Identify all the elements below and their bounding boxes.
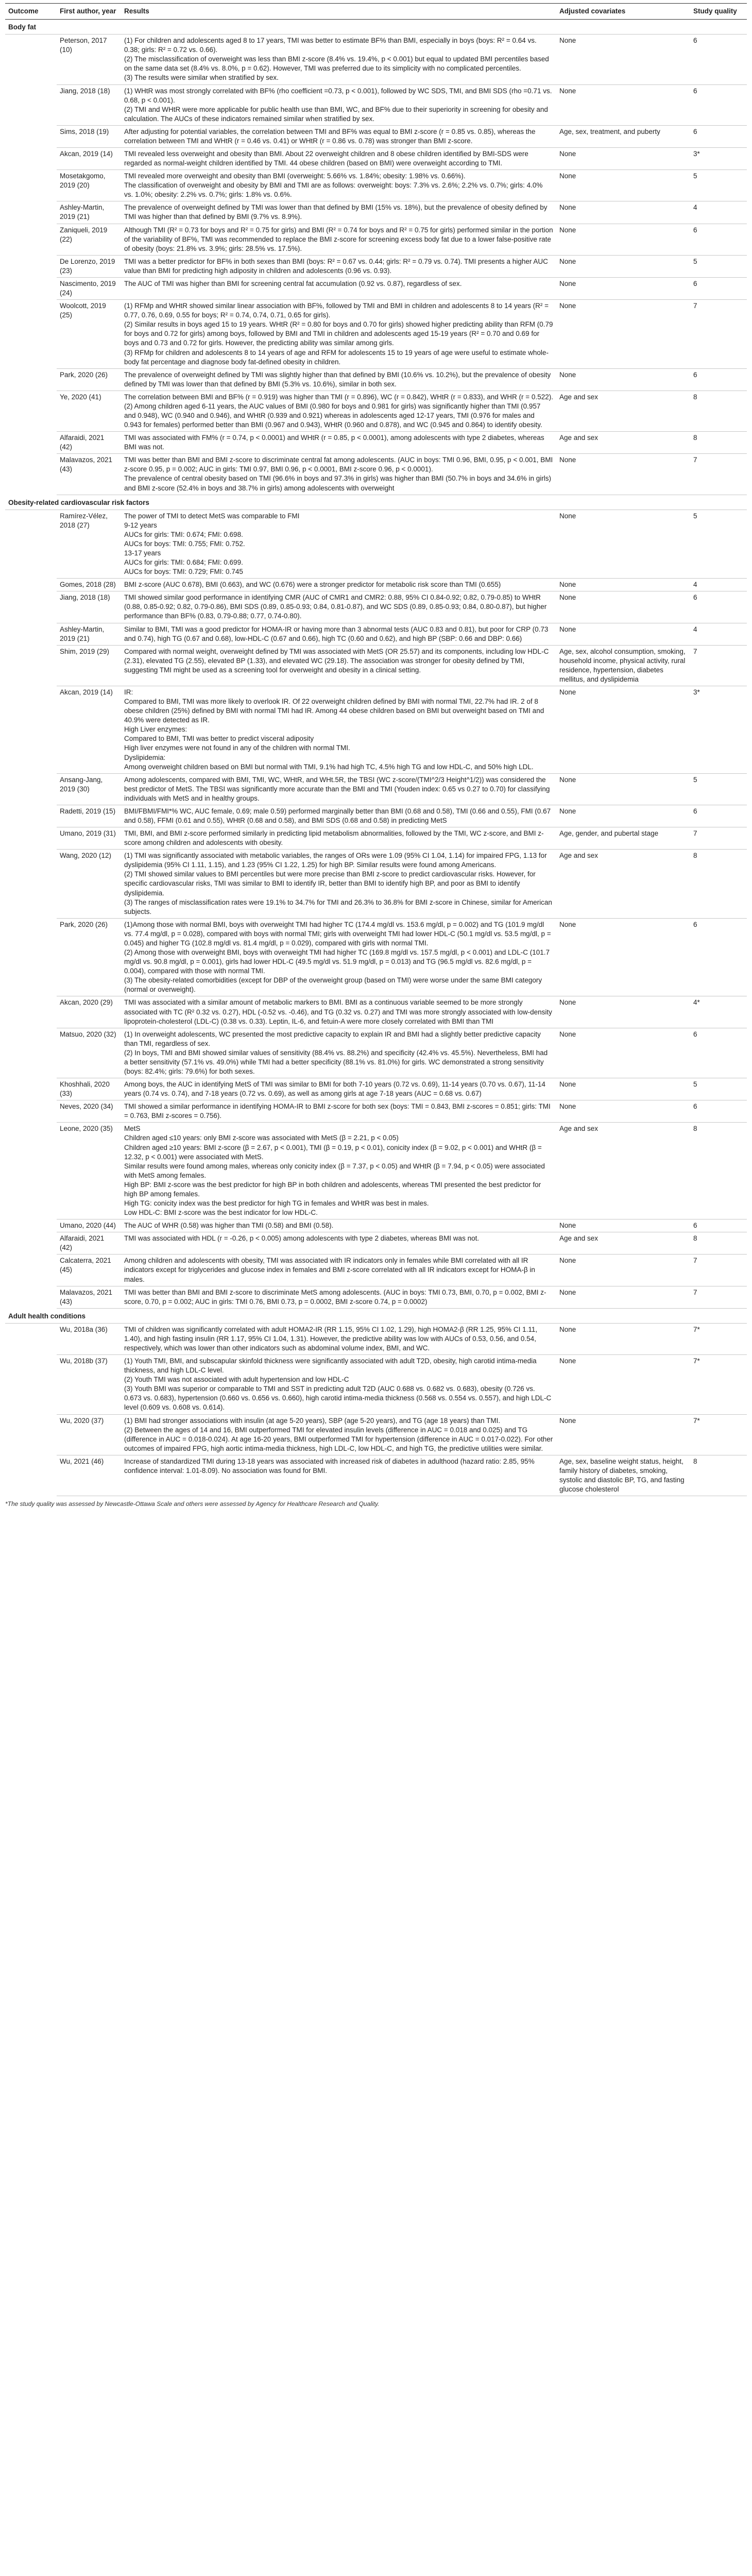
- quality-cell: 4*: [690, 996, 747, 1028]
- table-row: [5, 850, 747, 919]
- outcome-cell: [5, 827, 57, 850]
- quality-cell: 6: [690, 1219, 747, 1232]
- author-cell: Malavazos, 2021 (43): [57, 454, 121, 495]
- outcome-cell: [5, 623, 57, 645]
- covariates-cell: None: [556, 201, 690, 224]
- table-row: [5, 300, 747, 369]
- covariates-cell: None: [556, 1355, 690, 1414]
- outcome-cell: [5, 1232, 57, 1255]
- covariates-cell: None: [556, 591, 690, 623]
- results-cell: TMI was associated with FM% (r = 0.74, p < 0.0001) and WHtR (r = 0.85, p < 0.0001), among adolescents with type 2 diabetes, whereas BMI was not.: [121, 432, 556, 454]
- covariates-cell: None: [556, 84, 690, 125]
- covariates-cell: None: [556, 35, 690, 84]
- section-row: [5, 20, 747, 35]
- covariates-cell: Age and sex: [556, 432, 690, 454]
- covariates-cell: None: [556, 686, 690, 774]
- author-cell: Zaniqueli, 2019 (22): [57, 224, 121, 255]
- outcome-cell: [5, 1323, 57, 1354]
- author-cell: Mosetakgomo, 2019 (20): [57, 170, 121, 201]
- covariates-cell: None: [556, 454, 690, 495]
- covariates-cell: None: [556, 224, 690, 255]
- quality-cell: 6: [690, 918, 747, 996]
- author-cell: Ramírez-Vélez, 2018 (27): [57, 510, 121, 579]
- results-cell: BMI/FBMI/FMI*% WC, AUC female, 0.69; male 0.59) performed marginally better than BMI (0.68 and 0.58), TMI (0.66 and 0.55), FMI (0.67 and 0.58), FFMI (0.61 and 0.55), WHtR (0.68 and 0.58), and BMI SDS (0.68 and 0.58) in predicting MetS: [121, 805, 556, 827]
- outcome-cell: [5, 170, 57, 201]
- quality-cell: 7: [690, 1255, 747, 1286]
- author-cell: Alfaraidi, 2021 (42): [57, 1232, 121, 1255]
- author-cell: Jiang, 2018 (18): [57, 591, 121, 623]
- results-cell: (1) In overweight adolescents, WC presented the most predictive capacity to explain IR and BMI had a slightly better predictive capacity than TMI, regardless of sex. (2) In boys, TMI and BMI showed similar values of sensitivity (88.4% vs. 88.2%) and specificity (42.4% vs. 45.5%). Nevertheless, BMI had a better sensitivity (57.1% vs. 49.0%) while TMI had a better specificity (88.1% vs. 81.0%) for girls. WC demonstrated a strong sensitivity (boys: 82.4%; girls: 79.6%) for both sexes.: [121, 1028, 556, 1078]
- section-row: [5, 495, 747, 510]
- table-row: [5, 255, 747, 277]
- covariates-cell: None: [556, 996, 690, 1028]
- section-title: Adult health conditions: [5, 1308, 747, 1323]
- covariates-cell: None: [556, 1078, 690, 1100]
- covariates-cell: Age and sex: [556, 1232, 690, 1255]
- table-row: [5, 1255, 747, 1286]
- author-cell: Nascimento, 2019 (24): [57, 277, 121, 299]
- covariates-cell: None: [556, 170, 690, 201]
- author-cell: Matsuo, 2020 (32): [57, 1028, 121, 1078]
- results-cell: Although TMI (R² = 0.73 for boys and R² = 0.75 for girls) and BMI (R² = 0.74 for boys and R² = 0.75 for girls) performed similar in the portion of the variability of BF%, TMI was recommended to replace the BMI z-score for screening excess body fat due to a lower false-positive rate of obesity (boys: 21.8% vs. 3.9%; girls: 28.5% vs. 17.5%).: [121, 224, 556, 255]
- results-cell: After adjusting for potential variables, the correlation between TMI and BF% was equal to BMI z-score (r = 0.85 vs. 0.85), whereas the correlation between TMI and WHtR (r = 0.46 vs. 0.41) or WHtR (r = 0.86 vs. 0.78) was stronger than BMI z-score.: [121, 125, 556, 147]
- quality-cell: 3*: [690, 148, 747, 170]
- results-cell: TMI was associated with HDL (r = -0.26, p < 0.005) among adolescents with type 2 diabetes, whereas BMI was not.: [121, 1232, 556, 1255]
- covariates-cell: None: [556, 255, 690, 277]
- table-row: [5, 1078, 747, 1100]
- outcome-cell: [5, 255, 57, 277]
- table-row: [5, 1028, 747, 1078]
- results-cell: Among children and adolescents with obesity, TMI was associated with IR indicators only in females while BMI correlated with all IR indicators except for triglycerides and glucose index in females and BMI z-score correlated with all IR indicators except for HOMA-β in males.: [121, 1255, 556, 1286]
- results-cell: The correlation between BMI and BF% (r = 0.919) was higher than TMI (r = 0.896), WC (r = 0.842), WHtR (r = 0.833), and WHR (r = 0.522). (2) Among children aged 6-11 years, the AUC values of BMI (0.980 for boys and 0.981 for girls) was significantly higher than TMI (0.957 and 0.948), WC (0.940 and 0.946), and WHtR (0.939 and 0.921) whereas in adolescents aged 12-17 years, TMI (0.976 for males and 0.943 for females) performed better than BMI (0.967 and 0.943), WHtR (0.960 and 0.878), and WC (0.945 and 0.864) to identify obesity.: [121, 391, 556, 431]
- results-cell: (1) TMI was significantly associated with metabolic variables, the ranges of ORs were 1.09 (95% CI 1.04, 1.14) for impaired FPG, 1.13 for dyslipidemia (95% CI 1.11, 1.15), and 1.23 (95% CI 1.22, 1.25) for high BP. Similar results were found among Americans. (2) TMI showed similar values to BMI percentiles but were more precise than BMI z-score to predict cardiovascular risks. However, for specific cardiovascular risks, TMI was similar to BMI to identify IR, better than BMI to identify high BP, and poor as BMI to identify dyslipidemia. (3) The ranges of misclassification rates were 19.1% to 34.7% for TMI and 26.3% to 36.8% for BMI z-score in Chinese, similar for American subjects.: [121, 850, 556, 919]
- quality-cell: 6: [690, 805, 747, 827]
- quality-cell: 6: [690, 591, 747, 623]
- outcome-cell: [5, 686, 57, 774]
- quality-cell: 5: [690, 773, 747, 805]
- covariates-cell: None: [556, 277, 690, 299]
- table-row: [5, 35, 747, 84]
- outcome-cell: [5, 773, 57, 805]
- covariates-cell: Age, sex, treatment, and puberty: [556, 125, 690, 147]
- outcome-cell: [5, 201, 57, 224]
- author-cell: Wu, 2020 (37): [57, 1414, 121, 1455]
- covariates-cell: Age, sex, baseline weight status, height, family history of diabetes, smoking, systolic and diastolic BP, TG, and fasting glucose cholesterol: [556, 1455, 690, 1496]
- covariates-cell: Age and sex: [556, 1123, 690, 1219]
- author-cell: Umano, 2019 (31): [57, 827, 121, 850]
- quality-cell: 6: [690, 368, 747, 391]
- table-row: [5, 368, 747, 391]
- outcome-cell: [5, 591, 57, 623]
- results-cell: Among boys, the AUC in identifying MetS of TMI was similar to BMI for both 7-10 years (0.72 vs. 0.69), 11-14 years (0.70 vs. 0.67), 11-14 years (0.74 vs. 0.74), and 7-18 years (0.72 vs. 0.69), as well as among girls at age 7-18 years (AUC = 0.68 vs. 0.67): [121, 1078, 556, 1100]
- results-cell: Increase of standardized TMI during 13-18 years was associated with increased risk of diabetes in adulthood (hazard ratio: 2.85, 95% confidence interval: 1.01-8.09). No association was found for BMI.: [121, 1455, 556, 1496]
- author-cell: Khoshhali, 2020 (33): [57, 1078, 121, 1100]
- author-cell: Calcaterra, 2021 (45): [57, 1255, 121, 1286]
- quality-cell: 6: [690, 1028, 747, 1078]
- table-row: [5, 827, 747, 850]
- quality-cell: 7: [690, 300, 747, 369]
- author-cell: Gomes, 2018 (28): [57, 579, 121, 591]
- results-cell: TMI showed similar good performance in identifying CMR (AUC of CMR1 and CMR2: 0.88, 95% CI 0.84-0.92; 0.82, 0.79-0.85) to WHtR (0.88, 0.85-0.92; 0.82, 0.79-0.86), BMI SDS (0.89, 0.85-0.93; 0.84, 0.81-0.87), and WC SDS (0.89, 0.85-0.93; 0.84, 0.80-0.87), but higher performance than BF% (0.83, 0.79-0.88; 0.77, 0.74-0.80).: [121, 591, 556, 623]
- table-row: [5, 1286, 747, 1308]
- outcome-cell: [5, 368, 57, 391]
- author-cell: Ashley-Martin, 2019 (21): [57, 623, 121, 645]
- author-cell: Sims, 2018 (19): [57, 125, 121, 147]
- section-title: Obesity-related cardiovascular risk factors: [5, 495, 747, 510]
- results-cell: (1)Among those with normal BMI, boys with overweight TMI had higher TC (174.4 mg/dl vs. 153.6 mg/dl, p = 0.002) and TG (101.9 mg/dl vs. 77.4 mg/dl, p = 0.028), compared with boys with normal TMI; girls with overweight TMI had lower HDL-C (50.1 mg/dl vs. 53.5 mg/dl, p = 0.045) and higher TG (102.8 mg/dl vs. 81.4 mg/dl, p = 0.029), compared with girls with normal TMI. (2) Among those with overweight BMI, boys with overweight TMI had higher TC (169.8 mg/dl vs. 157.5 mg/dl, p < 0.001) and LDL-C (101.7 mg/dl vs. 90.8 mg/dl, p = 0.001), girls had lower HDL-C (49.5 mg/dl vs. 51.9 mg/dl, p = 0.013) and TG (96.5 mg/dl vs. 82.6 mg/dl, p = 0.004), compared with those with normal TMI. (3) The obesity-related comorbidities (except for DBP of the overweight group (based on TMI) were worse under the same BMI category (normal or overweight).: [121, 918, 556, 996]
- outcome-cell: [5, 918, 57, 996]
- outcome-cell: [5, 148, 57, 170]
- table-row: [5, 918, 747, 996]
- author-cell: Wang, 2020 (12): [57, 850, 121, 919]
- summary-table: [5, 3, 747, 1496]
- table-row: [5, 201, 747, 224]
- author-cell: Leone, 2020 (35): [57, 1123, 121, 1219]
- table-row: [5, 170, 747, 201]
- header-author: First author, year: [57, 4, 121, 20]
- results-cell: Similar to BMI, TMI was a good predictor for HOMA-IR or having more than 3 abnormal tests (AUC 0.83 and 0.81), but poor for CRP (0.73 and 0.74), high TG (0.67 and 0.68), low-HDL-C (0.67 and 0.66), high TC (0.60 and 0.62), and high BP (SBP: 0.66 and DBP: 0.66): [121, 623, 556, 645]
- quality-cell: 7: [690, 454, 747, 495]
- table-row: [5, 805, 747, 827]
- table-row: [5, 773, 747, 805]
- outcome-cell: [5, 1414, 57, 1455]
- author-cell: Akcan, 2019 (14): [57, 686, 121, 774]
- quality-cell: 8: [690, 391, 747, 431]
- author-cell: Ye, 2020 (41): [57, 391, 121, 431]
- table-row: [5, 1455, 747, 1496]
- table-row: [5, 1100, 747, 1123]
- results-cell: The power of TMI to detect MetS was comparable to FMI 9-12 years AUCs for girls: TMI: 0.674; FMI: 0.698. AUCs for boys: TMI: 0.755; FMI: 0.752. 13-17 years AUCs for girls: TMI: 0.684; FMI: 0.699. AUCs for boys: TMI: 0.729; FMI: 0.745: [121, 510, 556, 579]
- results-cell: TMI was associated with a similar amount of metabolic markers to BMI. BMI as a continuous variable seemed to be more strongly associated with TC (R² 0.32 vs. 0.27), HDL (-0.52 vs. -0.46), and TG (0.32 vs. 0.27) and TMI was more strongly associated with low-density lipoprotein-cholesterol (LDL-C) (0.38 vs. 0.33). Leptin, IL-6, and fetuin-A were more closely correlated with BMI than TMI: [121, 996, 556, 1028]
- author-cell: Shim, 2019 (29): [57, 645, 121, 686]
- results-cell: TMI revealed more overweight and obesity than BMI (overweight: 5.66% vs. 1.84%; obesity: 1.98% vs. 0.66%). The classification of overweight and obesity by BMI and TMI are as follows: overweight: boys: 7.3% vs. 2.6%; 2.2% vs. 0.7%; girls: 4.0% vs. 1.0%; obesity: 2.2% vs. 0.7%; girls: 1.8% vs. 0.6%.: [121, 170, 556, 201]
- outcome-cell: [5, 645, 57, 686]
- quality-cell: 5: [690, 510, 747, 579]
- outcome-cell: [5, 1123, 57, 1219]
- author-cell: Wu, 2018b (37): [57, 1355, 121, 1414]
- covariates-cell: None: [556, 510, 690, 579]
- outcome-cell: [5, 391, 57, 431]
- results-cell: TMI revealed less overweight and obesity than BMI. About 22 overweight children and 8 obese children identified by BMI-SDS were regarded as normal-weight children identified by TMI. 44 obese children (based on BMI) were overweight according to TMI.: [121, 148, 556, 170]
- section-row: [5, 1308, 747, 1323]
- author-cell: Radetti, 2019 (15): [57, 805, 121, 827]
- quality-cell: 3*: [690, 686, 747, 774]
- table-header-row: [5, 4, 747, 20]
- results-cell: (1) Youth TMI, BMI, and subscapular skinfold thickness were significantly associated with adult T2D, obesity, high carotid intima-media thickness, and high LDL-C level. (2) Youth TMI was not associated with adult hypertension and low HDL-C (3) Youth BMI was superior or comparable to TMI and SST in predicting adult T2D (AUC 0.688 vs. 0.682 vs. 0.683), obesity (0.726 vs. 0.673 vs. 0.683), hypertension (0.660 vs. 0.656 vs. 0.660), high carotid intima-media thickness (0.568 vs. 0.554 vs. 0.557), and high LDL-C level (0.609 vs. 0.608 vs. 0.614).: [121, 1355, 556, 1414]
- table-row: [5, 686, 747, 774]
- quality-cell: 4: [690, 201, 747, 224]
- results-cell: The prevalence of overweight defined by TMI was lower than that defined by BMI (15% vs. 18%), but the prevalence of obesity defined by TMI was higher than that defined by BMI (9.7% vs. 8.9%).: [121, 201, 556, 224]
- author-cell: Wu, 2018a (36): [57, 1323, 121, 1354]
- header-outcome: Outcome: [5, 4, 57, 20]
- quality-cell: 8: [690, 1123, 747, 1219]
- quality-cell: 8: [690, 850, 747, 919]
- covariates-cell: Age and sex: [556, 391, 690, 431]
- covariates-cell: None: [556, 579, 690, 591]
- results-cell: TMI of children was significantly correlated with adult HOMA2-IR (RR 1.15, 95% CI 1.02, 1.29), high HOMA2-β (RR 1.25, 95% CI 1.11, 1.40), and high fasting insulin (RR 1.17, 95% CI 1.04, 1.31). However, the predictive ability was low with AUCs of 0.53, 0.56, and 0.54, respectively, which was lower than other indicators such as abdominal volume index, BMI, and WC.: [121, 1323, 556, 1354]
- quality-cell: 4: [690, 579, 747, 591]
- outcome-cell: [5, 454, 57, 495]
- author-cell: Peterson, 2017 (10): [57, 35, 121, 84]
- results-cell: TMI, BMI, and BMI z-score performed similarly in predicting lipid metabolism abnormalities, followed by the TMI, WC z-score, and BMI z-score among children and adolescents with obesity.: [121, 827, 556, 850]
- outcome-cell: [5, 579, 57, 591]
- quality-cell: 7*: [690, 1414, 747, 1455]
- outcome-cell: [5, 84, 57, 125]
- table-row: [5, 432, 747, 454]
- covariates-cell: None: [556, 1028, 690, 1078]
- quality-cell: 7*: [690, 1355, 747, 1414]
- table-row: [5, 510, 747, 579]
- quality-cell: 6: [690, 277, 747, 299]
- table-row: [5, 277, 747, 299]
- quality-cell: 8: [690, 432, 747, 454]
- table-row: [5, 1232, 747, 1255]
- outcome-cell: [5, 1100, 57, 1123]
- author-cell: Wu, 2021 (46): [57, 1455, 121, 1496]
- quality-cell: 4: [690, 623, 747, 645]
- author-cell: Umano, 2020 (44): [57, 1219, 121, 1232]
- quality-cell: 5: [690, 1078, 747, 1100]
- table-row: [5, 1123, 747, 1219]
- covariates-cell: None: [556, 805, 690, 827]
- table-row: [5, 391, 747, 431]
- results-cell: The prevalence of overweight defined by TMI was slightly higher than that defined by BMI (10.6% vs. 10.2%), but the prevalence of obesity defined by TMI was lower than that defined by BMI (5.3% vs. 10.6%), similar in both sex.: [121, 368, 556, 391]
- quality-cell: 8: [690, 1455, 747, 1496]
- covariates-cell: None: [556, 368, 690, 391]
- outcome-cell: [5, 300, 57, 369]
- table-row: [5, 1355, 747, 1414]
- outcome-cell: [5, 1355, 57, 1414]
- author-cell: Park, 2020 (26): [57, 368, 121, 391]
- outcome-cell: [5, 805, 57, 827]
- results-cell: The AUC of WHR (0.58) was higher than TMI (0.58) and BMI (0.58).: [121, 1219, 556, 1232]
- covariates-cell: None: [556, 1414, 690, 1455]
- table-body: [5, 20, 747, 1496]
- author-cell: Neves, 2020 (34): [57, 1100, 121, 1123]
- results-cell: (1) RFMp and WHtR showed similar linear association with BF%, followed by TMI and BMI in children and adolescents 8 to 14 years (R² = 0.77, 0.76, 0.69, 0.55 for boys; R² = 0.74, 0.74, 0.71, 0.65 for girls). (2) Similar results in boys aged 15 to 19 years. WHtR (R² = 0.80 for boys and 0.70 for girls) showed higher predicting ability than RFM (0.79 for boys and 0.72 for girls) among boys, followed by BMI and TMI in children and adolescents aged 15-19 years (R² = 0.70 and 0.69 for boys and 0.73 and 0.72 for girls. However, the predicting ability was similar among girls. (3) RFMp for children and adolescents 8 to 14 years of age and RFM for adolescents 15 to 19 years of age were useful to estimate whole-body fat percentage and diagnose body fat-defined obesity in children.: [121, 300, 556, 369]
- results-cell: BMI z-score (AUC 0.678), BMI (0.663), and WC (0.676) were a stronger predictor for metabolic risk score than TMI (0.655): [121, 579, 556, 591]
- results-cell: IR: Compared to BMI, TMI was more likely to overlook IR. Of 22 overweight children defined by BMI with normal TMI, 22.7% had IR. 2 of 8 obese children (25%) defined by BMI with normal TMI had IR. Among 44 obese children based on BMI but overweight based on TMI and 40.9% were detected as IR. High Liver enzymes: Compared to BMI, TMI was better to predict visceral adiposity High liver enzymes were not found in any of the children with normal TMI. Dyslipidemia: Among overweight children based on BMI but normal with TMI, 9.1% had high TC, 4.5% high TG and low HDL-C, and 50% high LDL.: [121, 686, 556, 774]
- covariates-cell: None: [556, 300, 690, 369]
- results-cell: TMI was better than BMI and BMI z-score to discriminate MetS among adolescents. (AUC in boys: TMI 0.73, BMI, 0.70, p = 0.002, BMI z-score, 0.70, p = 0.002; AUC in girls: TMI 0.76, BMI 0.73, p = 0.0002, BMI z-score 0.74, p = 0.0002): [121, 1286, 556, 1308]
- covariates-cell: Age, gender, and pubertal stage: [556, 827, 690, 850]
- author-cell: Ashley-Martin, 2019 (21): [57, 201, 121, 224]
- author-cell: Woolcott, 2019 (25): [57, 300, 121, 369]
- covariates-cell: None: [556, 1286, 690, 1308]
- outcome-cell: [5, 510, 57, 579]
- author-cell: Ansang-Jang, 2019 (30): [57, 773, 121, 805]
- quality-cell: 5: [690, 255, 747, 277]
- outcome-cell: [5, 1255, 57, 1286]
- covariates-cell: None: [556, 1100, 690, 1123]
- section-title: Body fat: [5, 20, 747, 35]
- results-cell: The AUC of TMI was higher than BMI for screening central fat accumulation (0.92 vs. 0.87), regardless of sex.: [121, 277, 556, 299]
- results-cell: MetS Children aged ≤10 years: only BMI z-score was associated with MetS (β = 2.21, p < 0.05) Children aged ≥10 years: BMI z-score (β = 2.67, p < 0.001), TMI (β = 0.19, p < 0.01), conicity index (β = 9.02, p < 0.001) and WHtR (β = 12.32, p < 0.001) were associated with MetS. Similar results were found among males, whereas only conicity index (β = 7.37, p < 0.05) and WHtR (β = 7.94, p < 0.05) were associated with MetS among females. High BP: BMI z-score was the best predictor for high BP in both children and adolescents, whereas TMI presented the best predictor for high BP among females. High TG: conicity index was the best predictor for high TG in females and WHtR was best in males. Low HDL-C: BMI z-score was the best indicator for low HDL-C.: [121, 1123, 556, 1219]
- quality-cell: 7: [690, 1286, 747, 1308]
- covariates-cell: Age and sex: [556, 850, 690, 919]
- outcome-cell: [5, 1028, 57, 1078]
- results-cell: Among adolescents, compared with BMI, TMI, WC, WHtR, and WHt.5R, the TBSI (WC z-score/(TMI^2/3 Height^1/2)) was considered the best predictor of MetS. The TBSI was significantly more accurate than the BMI and TMI (Youden index: 0.65 vs 0.27 to 0.70) for classifying individuals with MetS and in healthy groups.: [121, 773, 556, 805]
- quality-cell: 7: [690, 827, 747, 850]
- results-cell: TMI was a better predictor for BF% in both sexes than BMI (boys: R² = 0.67 vs. 0.44; girls: R² = 0.79 vs. 0.74). TMI presents a higher AUC value than BMI for predicting high adiposity in children and adolescents (0.96 vs. 0.93).: [121, 255, 556, 277]
- table-row: [5, 148, 747, 170]
- covariates-cell: None: [556, 1323, 690, 1354]
- table-row: [5, 623, 747, 645]
- covariates-cell: None: [556, 1255, 690, 1286]
- table-row: [5, 1414, 747, 1455]
- covariates-cell: None: [556, 1219, 690, 1232]
- table-row: [5, 591, 747, 623]
- table-row: [5, 579, 747, 591]
- results-cell: Compared with normal weight, overweight defined by TMI was associated with MetS (OR 25.57) and its components, including low HDL-C (2.31), elevated TG (2.55), elevated BP (1.33), and elevated WC (29.18). The association was stronger for obesity defined by TMI, suggesting TMI might be used as a screening tool for overweight and obesity in a clinical setting.: [121, 645, 556, 686]
- covariates-cell: None: [556, 623, 690, 645]
- outcome-cell: [5, 1219, 57, 1232]
- results-cell: (1) WHtR was most strongly correlated with BF% (rho coefficient =0.73, p < 0.001), followed by WC SDS, TMI, and BMI SDS (rho =0.71 vs. 0.68, p < 0.001). (2) TMI and WHtR were more applicable for public health use than BMI, WC, and BF% due to their superiority in screening for obesity and calculation. The AUCs of these indicators remained similar when stratified by sex.: [121, 84, 556, 125]
- author-cell: Akcan, 2019 (14): [57, 148, 121, 170]
- outcome-cell: [5, 277, 57, 299]
- outcome-cell: [5, 125, 57, 147]
- header-covariates: Adjusted covariates: [556, 4, 690, 20]
- quality-cell: 7*: [690, 1323, 747, 1354]
- results-cell: TMI showed a similar performance in identifying HOMA-IR to BMI z-score for both sex (boys: TMI = 0.843, BMI z-scores = 0.851; girls: TMI = 0.763, BMI z-scores = 0.756).: [121, 1100, 556, 1123]
- table-row: [5, 125, 747, 147]
- results-cell: (1) For children and adolescents aged 8 to 17 years, TMI was better to estimate BF% than BMI, especially in boys (boys: R² = 0.64 vs. 0.38; girls: R² = 0.72 vs. 0.66). (2) The misclassification of overweight was less than BMI z-score (8.4% vs. 19.4%, p < 0.001) but equal to updated BMI percentiles based on the same data set (8.4% vs. 8.0%, p = 0.62). However, TMI was preferred due to its simplicity with no complicated percentiles. (3) The results were similar when stratified by sex.: [121, 35, 556, 84]
- table-row: [5, 84, 747, 125]
- quality-cell: 6: [690, 224, 747, 255]
- covariates-cell: Age, sex, alcohol consumption, smoking, household income, physical activity, rural residence, hypertension, diabetes mellitus, and dyslipidemia: [556, 645, 690, 686]
- covariates-cell: None: [556, 918, 690, 996]
- outcome-cell: [5, 224, 57, 255]
- covariates-cell: None: [556, 148, 690, 170]
- outcome-cell: [5, 432, 57, 454]
- outcome-cell: [5, 850, 57, 919]
- author-cell: Malavazos, 2021 (43): [57, 1286, 121, 1308]
- table-row: [5, 454, 747, 495]
- table-row: [5, 1219, 747, 1232]
- author-cell: Jiang, 2018 (18): [57, 84, 121, 125]
- outcome-cell: [5, 1078, 57, 1100]
- author-cell: Akcan, 2020 (29): [57, 996, 121, 1028]
- quality-cell: 8: [690, 1232, 747, 1255]
- outcome-cell: [5, 996, 57, 1028]
- author-cell: De Lorenzo, 2019 (23): [57, 255, 121, 277]
- table-footnote: *The study quality was assessed by Newcastle-Ottawa Scale and others were assessed by Agency for Healthcare Research and Quality.: [5, 1500, 380, 1508]
- quality-cell: 7: [690, 645, 747, 686]
- quality-cell: 6: [690, 1100, 747, 1123]
- table-row: [5, 224, 747, 255]
- results-cell: TMI was better than BMI and BMI z-score to discriminate central fat among adolescents. (AUC in boys: TMI 0.96, BMI, 0.95, p < 0.001, BMI z-score 0.95, p = 0.002; AUC in girls: TMI 0.97, BMI 0.96, p < 0.0001, BMI z-score 0.96, p < 0.0001). The prevalence of central obesity based on TMI (96.6% in boys and 97.3% in girls) was higher than BMI (50.7% in boys and 34.6% in girls) and BMI z-score (52.4% in boys and 38.7% in girls) among adolescents with overweight: [121, 454, 556, 495]
- author-cell: Alfaraidi, 2021 (42): [57, 432, 121, 454]
- author-cell: Park, 2020 (26): [57, 918, 121, 996]
- header-results: Results: [121, 4, 556, 20]
- table-row: [5, 645, 747, 686]
- quality-cell: 6: [690, 35, 747, 84]
- outcome-cell: [5, 1286, 57, 1308]
- results-cell: (1) BMI had stronger associations with insulin (at age 5-20 years), SBP (age 5-20 years), and TG (age 18 years) than TMI. (2) Between the ages of 14 and 16, BMI outperformed TMI for elevated insulin levels (difference in AUC = 0.018 and 0.025) and TG (difference in AUC = 0.018-0.024). At age 16-20 years, BMI outperformed TMI for hypertension (difference in AUC = 0.017-0.022). For other outcomes of impaired FPG, high aortic intima-media thickness, high LDL-C, low HDL-C, and high TG, the predictive utilities were similar.: [121, 1414, 556, 1455]
- quality-cell: 6: [690, 125, 747, 147]
- quality-cell: 6: [690, 84, 747, 125]
- outcome-cell: [5, 35, 57, 84]
- outcome-cell: [5, 1455, 57, 1496]
- covariates-cell: None: [556, 773, 690, 805]
- table-row: [5, 996, 747, 1028]
- quality-cell: 5: [690, 170, 747, 201]
- header-quality: Study quality: [690, 4, 747, 20]
- table-row: [5, 1323, 747, 1354]
